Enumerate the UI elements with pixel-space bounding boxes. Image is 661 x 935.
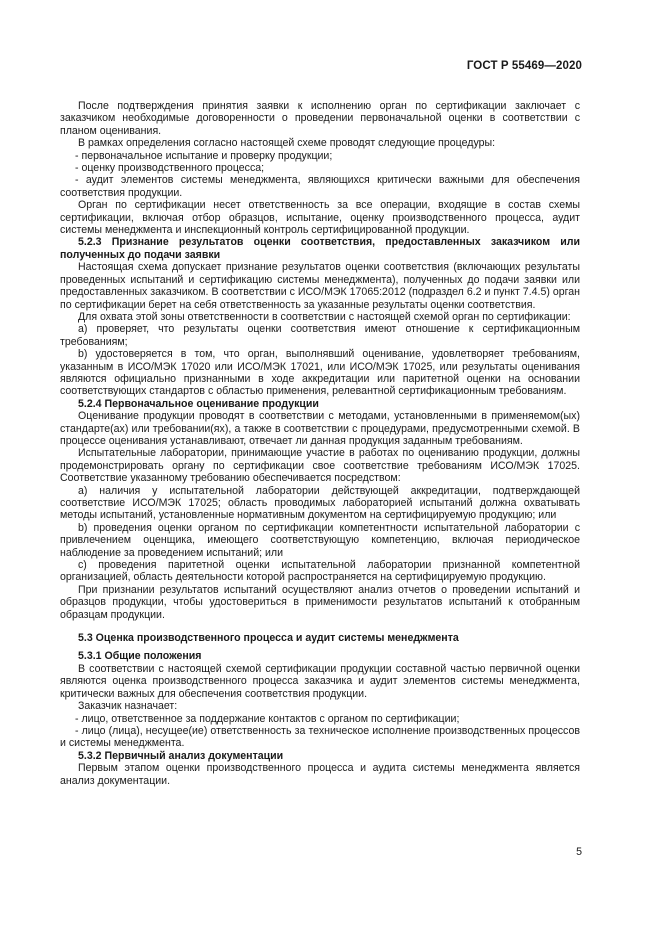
- list-item: а) наличия у испытательной лаборатории действующей аккредитации, подтверждающей соответствие ИСО/МЭК 17025; область проводимых лабораторией испытаний должна охватывать методы испытаний, установленные нормативным документом на сертифицируемую продукцию; или: [60, 484, 580, 522]
- page-number: 5: [576, 846, 582, 858]
- list-item: а) проверяет, что результаты оценки соответствия имеют отношение к сертификационным требованиям;: [60, 323, 580, 348]
- list-item: - оценку производственного процесса;: [75, 162, 265, 175]
- paragraph: Для охвата этой зоны ответственности в соответствии с настоящей схемой орган по сертификации:: [78, 310, 571, 323]
- paragraph: В рамках определения согласно настоящей схеме проводят следующие процедуры:: [78, 137, 496, 150]
- paragraph: После подтверждения принятия заявки к исполнению орган по сертификации заключает с заказчиком необходимые договоренности о проведении первоначальной оценки в соответствии с планом оценивания.: [60, 100, 580, 137]
- section-heading-5-2-4: 5.2.4 Первоначальное оценивание продукции: [78, 397, 319, 410]
- list-item: - лицо (лица), несущее(ие) ответственность за техническое исполнение производственных процессов и системы менеджмента.: [60, 724, 580, 750]
- paragraph: Испытательные лаборатории, принимающие участие в работах по оцениванию продукции, должны продемонстрировать органу по сертификации свое соответствие требованиям ИСО/МЭК 17025. Соответствие указанному требованию обеспечивается посредством:: [60, 447, 580, 485]
- section-heading-5-2-3: 5.2.3 Признание результатов оценки соответствия, предоставленных заказчиком или полученных до подачи заявки: [60, 236, 580, 261]
- section-heading-5-3-2: 5.3.2 Первичный анализ документации: [78, 749, 284, 762]
- document-body: [60, 100, 580, 787]
- section-heading-5-3-1: 5.3.1 Общие положения: [78, 650, 202, 663]
- paragraph: В соответствии с настоящей схемой сертификации продукции составной частью первичной оценки являются оценка производственного процесса заказчика и аудит элементов системы менеджмента, критически важных для обеспечения соответствия продукции.: [60, 662, 580, 700]
- paragraph: Оценивание продукции проводят в соответствии с методами, установленными в применяемом(ых) стандарте(ах) или требовании(ях), а также в соответствии с процедурами, предусмотренными схемой. В процессе оценивания устанавливают, отвечает ли данная продукция заданным требованиям.: [60, 410, 580, 447]
- paragraph: Настоящая схема допускает признание результатов оценки соответствия (включающих результаты проведенных испытаний и сертификацию системы менеджмента), полученных до подачи заявки или предоставленных заказчиком. В соответствии с ИСО/МЭК 17065:2012 (подраздел 6.2 и пункт 7.4.5) орган по сертификации берет на себя ответственность за указанные результаты оценки соответствия.: [60, 261, 580, 311]
- section-heading-5-3: 5.3 Оценка производственного процесса и аудит системы менеджмента: [78, 632, 459, 645]
- paragraph: Первым этапом оценки производственного процесса и аудита системы менеджмента является анализ документации.: [60, 762, 580, 787]
- paragraph: При признании результатов испытаний осуществляют анализ отчетов о проведении испытаний и образцов продукции, чтобы удостовериться в применимости результатов испытаний к отобранным образцам продукции.: [60, 583, 580, 621]
- list-item: b) удостоверяется в том, что орган, выполнявший оценивание, удовлетворяет требованиям, указанным в ИСО/МЭК 17020 или ИСО/МЭК 17021, или ИСО/МЭК 17025, или результаты оценивания являются официально признанными в ходе аккредитации или паритетной оценки на основании соответствующих стандартов с областью применения, релевантной сертификационным требованиям.: [60, 348, 580, 398]
- standard-number-header: ГОСТ Р 55469—2020: [466, 60, 582, 72]
- paragraph: Заказчик назначает:: [78, 700, 178, 713]
- list-item: b) проведения оценки органом по сертификации компетентности испытательной лаборатории с привлечением оценщика, имеющего соответствующую компетенцию, включая периодическое наблюдение за проведением испытаний; или: [60, 521, 580, 559]
- paragraph: Орган по сертификации несет ответственность за все операции, входящие в состав схемы сертификации, включая отбор образцов, испытание, оценку производственного процесса, аудит системы менеджмента и инспекционный контроль сертифицированной продукции.: [60, 199, 580, 237]
- list-item: - аудит элементов системы менеджмента, являющихся критически важными для обеспечения соответствия продукции.: [60, 174, 580, 199]
- list-item: - первоначальное испытание и проверку продукции;: [75, 149, 333, 162]
- list-item: с) проведения паритетной оценки испытательной лаборатории признанной компетентной организацией, область деятельности которой распространяется на сертифицируемую продукцию.: [60, 559, 580, 584]
- list-item: - лицо, ответственное за поддержание контактов с органом по сертификации;: [75, 712, 460, 725]
